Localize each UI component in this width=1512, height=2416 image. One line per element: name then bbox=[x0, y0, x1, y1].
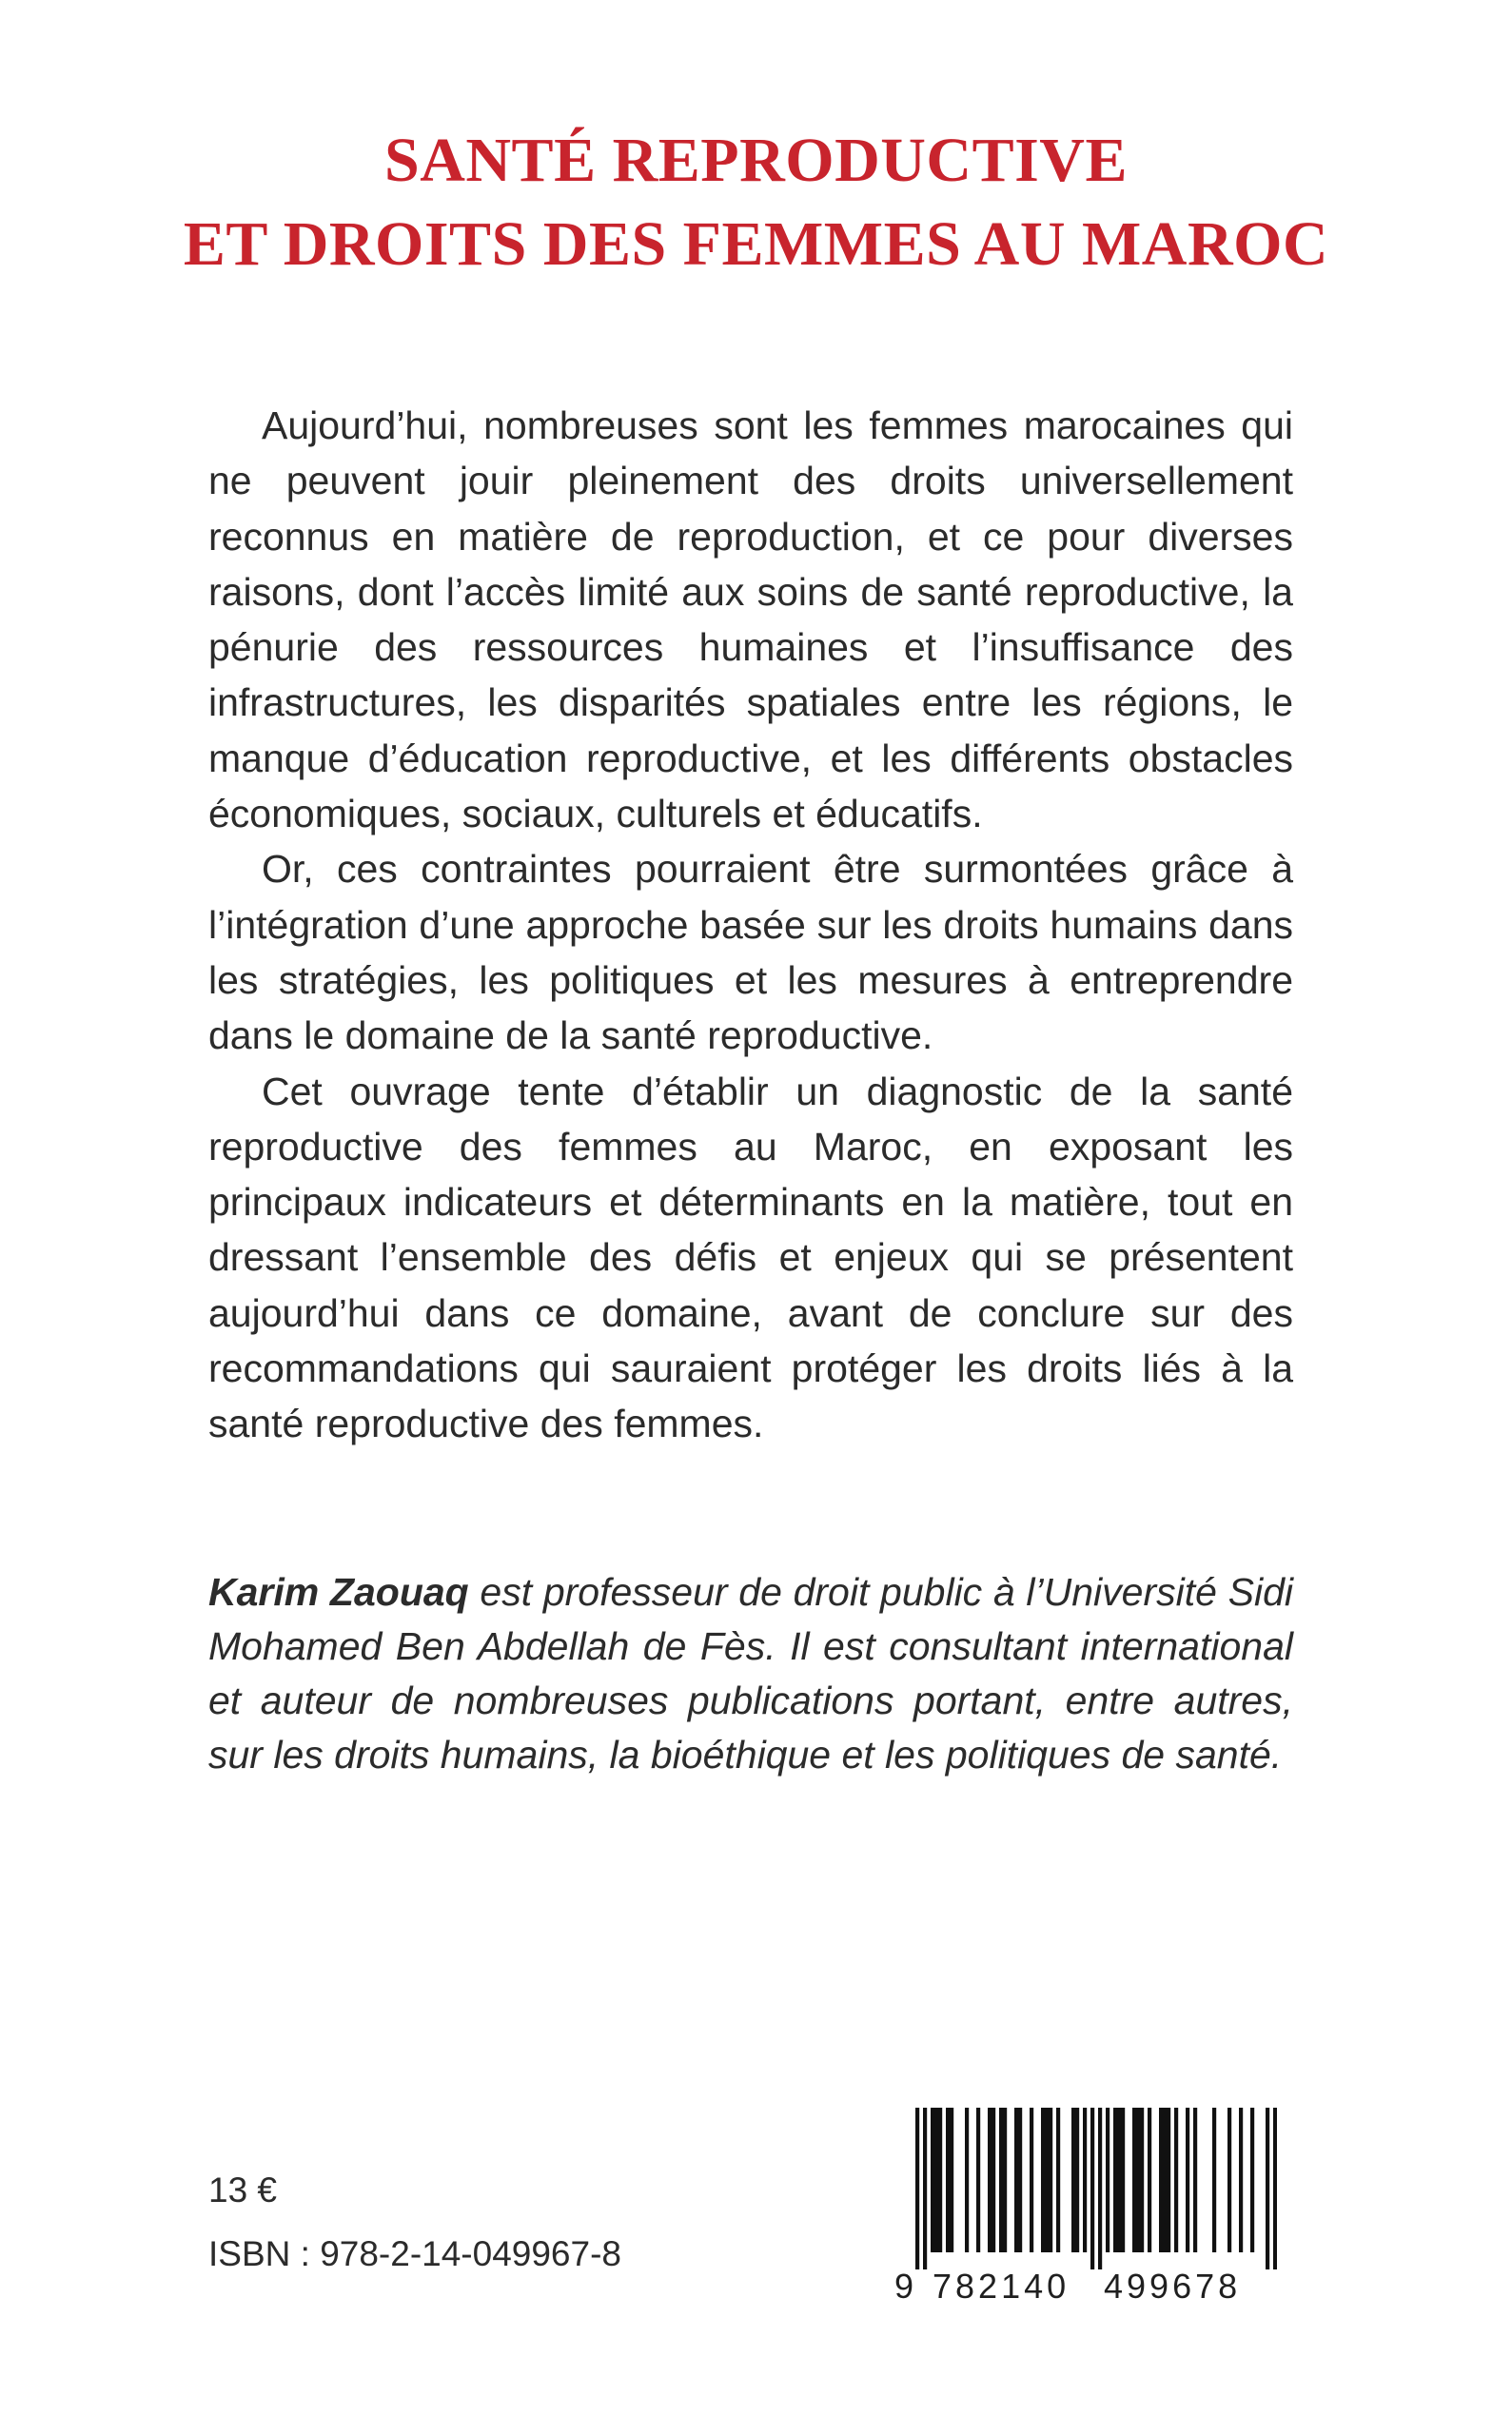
barcode-bar bbox=[992, 2108, 995, 2252]
barcode-bar bbox=[1186, 2108, 1189, 2252]
barcode-bar bbox=[1041, 2108, 1045, 2252]
barcode-first-digit: 9 bbox=[894, 2267, 918, 2306]
barcode-bar bbox=[1250, 2108, 1254, 2252]
price: 13 € bbox=[208, 2170, 278, 2210]
barcode-bar bbox=[1167, 2108, 1170, 2252]
barcode-bar bbox=[1083, 2108, 1087, 2252]
barcode-guard-bar bbox=[1098, 2108, 1102, 2269]
barcode-bar bbox=[988, 2108, 992, 2252]
barcode-bar bbox=[1163, 2108, 1167, 2252]
barcode-bar bbox=[965, 2108, 969, 2252]
barcode-bar bbox=[1159, 2108, 1163, 2252]
title-line-2: ET DROITS DES FEMMES AU MAROC bbox=[183, 209, 1329, 279]
barcode-bar bbox=[1140, 2108, 1144, 2252]
isbn: ISBN : 978-2-14-049967-8 bbox=[208, 2234, 621, 2273]
barcode-guard-bar bbox=[915, 2108, 919, 2269]
barcode bbox=[894, 2103, 1285, 2312]
barcode-bar bbox=[1136, 2108, 1140, 2252]
barcode-bar bbox=[1239, 2108, 1243, 2252]
barcode-bar bbox=[1049, 2108, 1052, 2252]
blurb-paragraph-2: Or, ces contraintes pourraient être surmontées grâce à l’intégration d’une approche basée sur les droits humains dans les stratégies, les politiques et les mesures à entreprendre dans le domaine de la santé reproductive. bbox=[208, 847, 1293, 1058]
barcode-bar bbox=[1071, 2108, 1075, 2252]
barcode-bar bbox=[1227, 2108, 1231, 2252]
blurb-paragraph-3: Cet ouvrage tente d’établir un diagnostic de la santé reproductive des femmes au Maroc, en exposant les principaux indicateurs et déterminants en la matière, tout en dressant l’ensemble des défis et enjeux qui se présentent aujourd’hui dans ce domaine, avant de conclure sur des recommandations qui sauraient protéger les droits liés à la santé reproductive des femmes. bbox=[208, 1069, 1293, 1446]
barcode-guard-bar bbox=[1273, 2108, 1277, 2269]
blurb bbox=[208, 398, 1293, 1452]
barcode-bar bbox=[1075, 2108, 1079, 2252]
barcode-bar bbox=[1174, 2108, 1178, 2252]
author-bio bbox=[208, 1565, 1293, 1782]
book-title bbox=[114, 119, 1398, 286]
author-bio-text: est professeur de droit public à l’Université Sidi Mohamed Ben Abdellah de Fès. Il est consultant international et auteur de nombreuses publications portant, entre autres, sur les droits humains, la bioéthique et les politiques de santé. bbox=[208, 1570, 1293, 1777]
barcode-bar bbox=[1117, 2108, 1121, 2252]
barcode-bar bbox=[1148, 2108, 1151, 2252]
barcode-guard-bar bbox=[1266, 2108, 1269, 2269]
blurb-paragraph-1: Aujourd’hui, nombreuses sont les femmes marocaines qui ne peuvent jouir pleinement des droits universellement reconnus en matière de reproduction, et ce pour diverses raisons, dont l’accès limité aux soins de santé reproductive, la pénurie des ressources humaines et l’insuffisance des infrastructures, les disparités spatiales entre les régions, le manque d’éducation reproductive, et les différents obstacles économiques, sociaux, culturels et éducatifs. bbox=[208, 403, 1293, 836]
barcode-left-group: 782140 bbox=[933, 2267, 1070, 2306]
barcode-bar bbox=[999, 2108, 1003, 2252]
barcode-bar bbox=[934, 2108, 938, 2252]
barcode-bar bbox=[938, 2108, 942, 2252]
barcode-bar bbox=[1045, 2108, 1049, 2252]
barcode-bar bbox=[1014, 2108, 1018, 2252]
barcode-right-group: 499678 bbox=[1104, 2267, 1242, 2306]
barcode-bar bbox=[946, 2108, 950, 2252]
title-line-1: SANTÉ REPRODUCTIVE bbox=[384, 126, 1128, 195]
barcode-bar bbox=[1030, 2108, 1033, 2252]
barcode-guard-bar bbox=[1090, 2108, 1094, 2269]
barcode-bar bbox=[1003, 2108, 1007, 2252]
barcode-bar bbox=[1113, 2108, 1117, 2252]
barcode-bar bbox=[1212, 2108, 1216, 2252]
barcode-bars bbox=[915, 2108, 1277, 2269]
barcode-bar bbox=[1056, 2108, 1060, 2252]
barcode-bar bbox=[1121, 2108, 1125, 2252]
barcode-bar bbox=[976, 2108, 980, 2252]
barcode-number bbox=[894, 2267, 1285, 2307]
barcode-bar bbox=[1106, 2108, 1109, 2252]
barcode-bar bbox=[950, 2108, 953, 2252]
barcode-bar bbox=[1132, 2108, 1136, 2252]
barcode-bar bbox=[1018, 2108, 1022, 2252]
barcode-bar bbox=[1193, 2108, 1197, 2252]
author-name: Karim Zaouaq bbox=[208, 1570, 469, 1614]
barcode-guard-bar bbox=[923, 2108, 927, 2269]
barcode-bar bbox=[931, 2108, 934, 2252]
